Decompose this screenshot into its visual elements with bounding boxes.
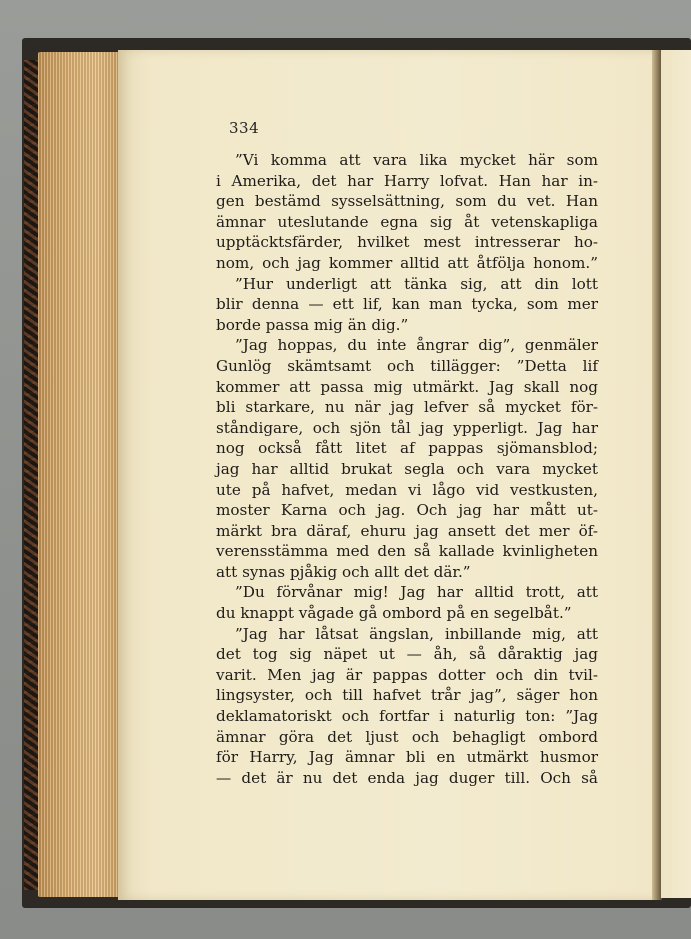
page-edges (38, 52, 122, 897)
text-line: ”Vi komma att vara lika mycket här som (235, 151, 598, 169)
text-line: ”Hur underligt att tänka sig, att din lott (235, 274, 598, 293)
text-line: upptäcktsfärder, hvilket mest intresserar ho- (216, 233, 598, 252)
text-line: gen bestämd sysselsättning, som du vet. Han (216, 192, 598, 211)
text-line: ämnar uteslutande egna sig åt vetenskapliga (216, 212, 598, 231)
text-line: bli starkare, nu när jag lefver så mycket för- (216, 398, 598, 417)
text-line: ”Du förvånar mig! Jag har alltid trott, att (235, 583, 598, 602)
text-line: för Harry, Jag ämnar bli en utmärkt husmor (216, 748, 598, 767)
page-text (216, 150, 598, 788)
text-line: att synas pjåkig och allt det där.” (216, 562, 471, 581)
text-line: jag har alltid brukat segla och vara mycket (216, 459, 598, 478)
text-line: kommer att passa mig utmärkt. Jag skall nog (216, 377, 598, 396)
text-line: märkt bra däraf, ehuru jag ansett det mer öf- (216, 521, 598, 540)
text-line: lingsyster, och till hafvet trår jag”, säger hon (216, 686, 598, 705)
text-line: nom, och jag kommer alltid att åtfölja honom.” (216, 253, 598, 272)
text-line: borde passa mig än dig.” (216, 315, 409, 334)
text-line: i Amerika, det har Harry lofvat. Han har in- (216, 171, 598, 190)
facing-page-edge (661, 50, 691, 898)
marbled-board (24, 60, 38, 890)
text-line: deklamatoriskt och fortfar i naturlig ton: ”Jag (216, 707, 598, 726)
text-line: verensstämma med den så kallade kvinligheten (216, 542, 598, 561)
page-number: 334 (229, 119, 260, 137)
text-line: varit. Men jag är pappas dotter och din tvil- (216, 665, 598, 684)
text-line: ”Jag hoppas, du inte ångrar dig”, genmäler (235, 336, 598, 355)
text-line: Gunlög skämtsamt och tillägger: ”Detta lif (216, 356, 598, 375)
text-line: ämnar göra det ljust och behagligt ombord (216, 727, 598, 746)
text-line: ståndigare, och sjön tål jag ypperligt. Jag har (216, 418, 598, 437)
text-line: — det är nu det enda jag duger till. Och så (216, 768, 598, 787)
text-line: moster Karna och jag. Och jag har mått ut- (216, 501, 598, 520)
text-line: det tog sig näpet ut — åh, så dåraktig jag (216, 645, 598, 664)
text-line: ”Jag har låtsat ängslan, inbillande mig, att (235, 624, 598, 643)
text-line: du knappt vågade gå ombord på en segelbåt.” (216, 604, 572, 623)
text-line: ute på hafvet, medan vi lågo vid vestkusten, (216, 480, 598, 499)
text-line: nog också fått litet af pappas sjömansblod; (216, 439, 598, 458)
text-line: blir denna — ett lif, kan man tycka, som mer (216, 295, 598, 314)
